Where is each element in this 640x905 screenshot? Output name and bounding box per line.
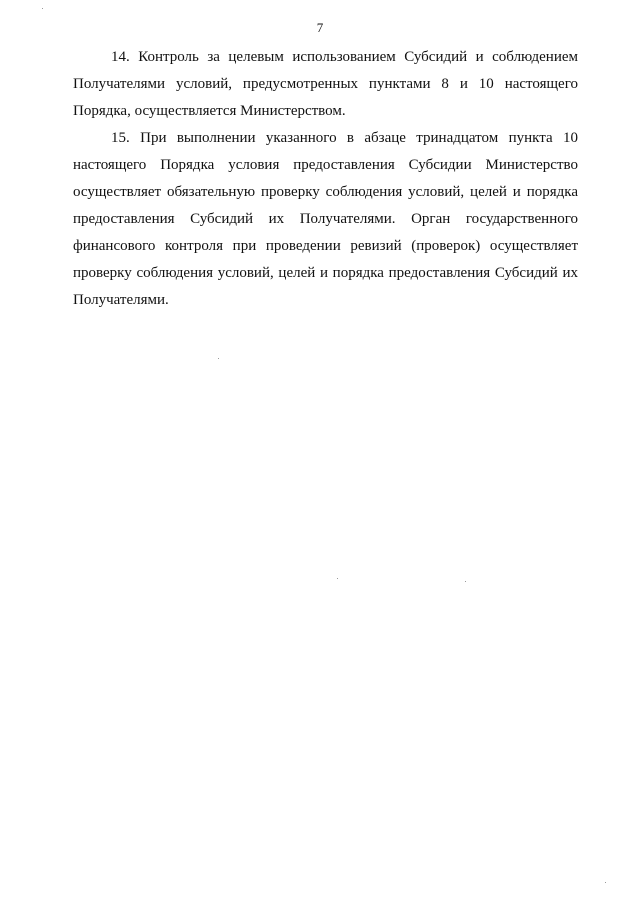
scan-speck — [465, 581, 466, 582]
paragraph-14: 14. Контроль за целевым использованием Субсидий и соблюдением Получателями условий, предусмотренных пунктами 8 и 10 настоящего Порядка, осуществляется Министерством. — [73, 49, 578, 119]
scan-speck — [337, 578, 338, 579]
document-body — [73, 44, 578, 314]
page-number: 7 — [316, 20, 324, 35]
scan-speck — [218, 358, 219, 359]
scan-speck — [605, 882, 606, 883]
scan-speck — [42, 8, 43, 9]
paragraph-15: 15. При выполнении указанного в абзаце тринадцатом пункта 10 настоящего Порядка условия предоставления Субсидии Министерство осуществляет обязательную проверку соблюдения условий, целей и порядка предоставления Субсидий их Получателями. Орган государственного финансового контроля при проведении ревизий (проверок) осуществляет проверку соблюдения условий, целей и порядка предоставления Субсидий их Получателями. — [73, 130, 578, 308]
